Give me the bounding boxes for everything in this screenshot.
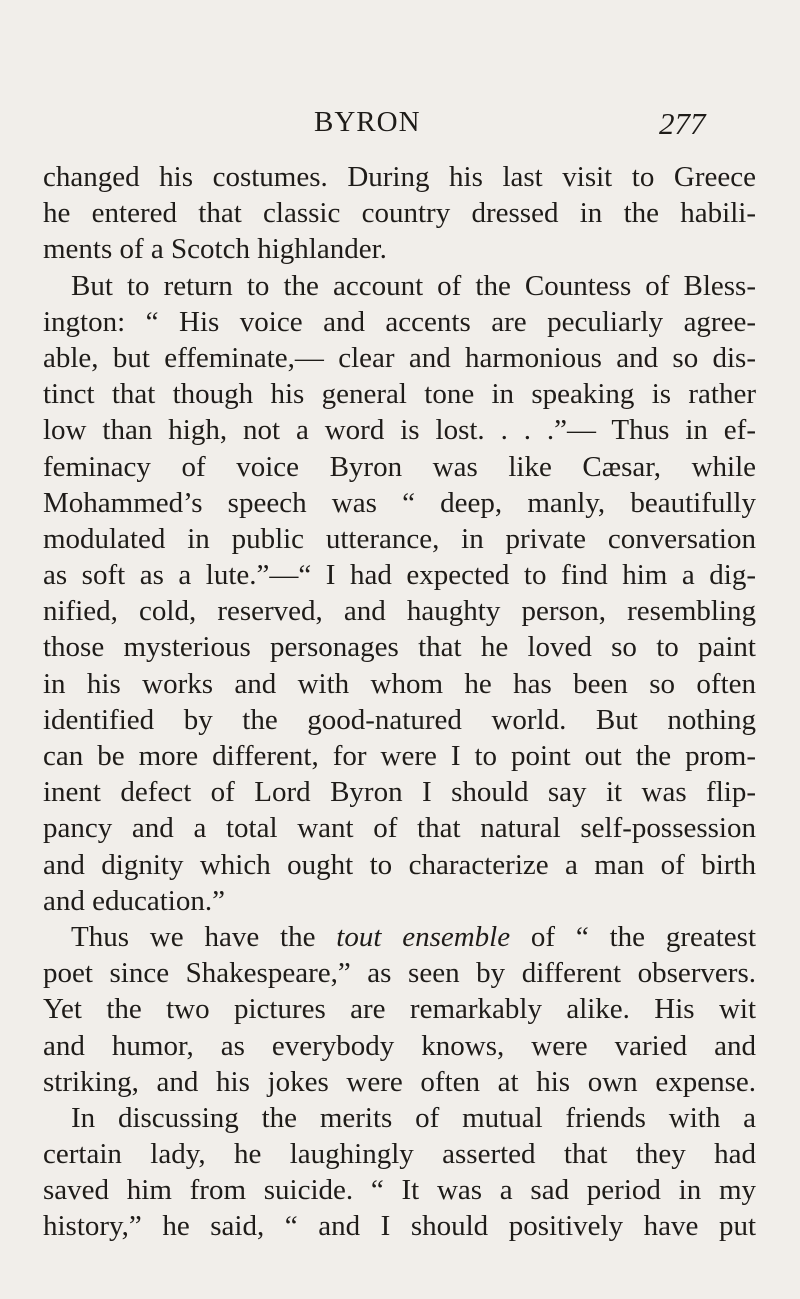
- text-line: and humor, as everybody knows, were varied and: [43, 1029, 756, 1062]
- paragraph-start-line: In discussing the merits of mutual friends with a: [71, 1101, 756, 1134]
- page-number: 277: [659, 106, 706, 141]
- text-fragment: of “ the greatest: [510, 920, 757, 953]
- text-line: Yet the two pictures are remarkably alike. His wit: [43, 993, 756, 1026]
- text-line: Mohammed’s speech was “ deep, manly, beautifully: [43, 486, 756, 519]
- text-line: and education.”: [43, 884, 225, 917]
- text-line: identified by the good-natured world. But nothing: [43, 703, 756, 736]
- text-line: those mysterious personages that he loved so to paint: [43, 631, 756, 664]
- text-line: as soft as a lute.”—“ I had expected to find him a dig-: [43, 559, 756, 592]
- text-line: feminacy of voice Byron was like Cæsar, while: [43, 450, 756, 483]
- text-line: certain lady, he laughingly asserted that they had: [43, 1138, 756, 1171]
- body-text: [43, 159, 756, 1245]
- running-title: BYRON: [314, 106, 421, 138]
- text-line: he entered that classic country dressed in the habili-: [43, 197, 756, 230]
- paragraph-start-line: But to return to the account of the Countess of Bless-: [71, 269, 756, 302]
- paragraph-start-line: [43, 919, 756, 955]
- text-line: ments of a Scotch highlander.: [43, 233, 387, 266]
- text-line: nified, cold, reserved, and haughty person, resembling: [43, 595, 756, 628]
- text-line: changed his costumes. During his last visit to Greece: [43, 161, 756, 193]
- text-line: saved him from suicide. “ It was a sad period in my: [43, 1174, 756, 1207]
- text-line: can be more different, for were I to point out the prom-: [43, 740, 756, 772]
- text-fragment: Thus we have the: [71, 920, 337, 953]
- italic-phrase: tout ensemble: [336, 920, 511, 953]
- text-line: tinct that though his general tone in speaking is rather: [43, 378, 756, 411]
- text-line: poet since Shakespeare,” as seen by different observers.: [43, 957, 756, 990]
- text-line: inent defect of Lord Byron I should say it was flip-: [43, 776, 756, 809]
- text-line: and dignity which ought to characterize a man of birth: [43, 848, 756, 881]
- text-line: low than high, not a word is lost. . . .”— Thus in ef-: [43, 414, 756, 447]
- text-line: able, but effeminate,— clear and harmonious and so dis-: [43, 341, 756, 374]
- text-line: history,” he said, “ and I should positively have put: [43, 1210, 756, 1243]
- text-line: in his works and with whom he has been so often: [43, 667, 756, 700]
- text-line: pancy and a total want of that natural self-possession: [43, 812, 756, 845]
- running-head: [0, 100, 800, 140]
- text-line: modulated in public utterance, in private conversation: [43, 522, 756, 555]
- text-line: ington: “ His voice and accents are peculiarly agree-: [43, 305, 756, 338]
- text-line: striking, and his jokes were often at his own expense.: [43, 1065, 756, 1098]
